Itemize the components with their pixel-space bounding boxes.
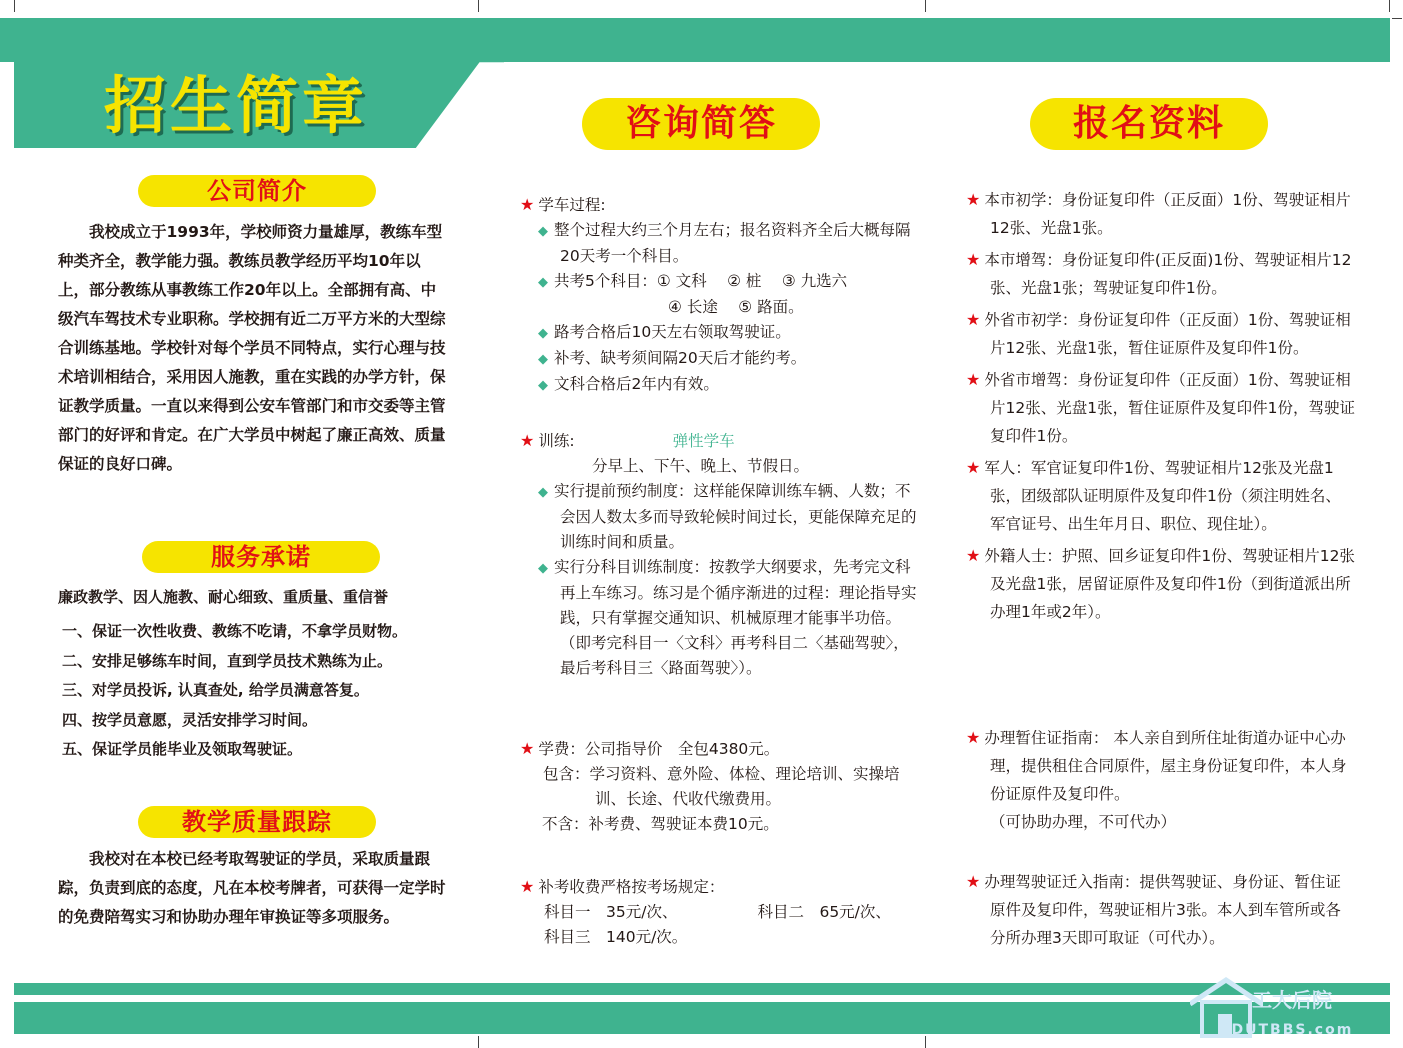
crop-mark xyxy=(1392,18,1402,19)
star-icon: ★ xyxy=(966,310,981,329)
star-icon: ★ xyxy=(520,739,535,758)
crop-mark xyxy=(14,0,15,12)
star-icon: ★ xyxy=(520,195,535,214)
fee-heading: ★ 学费：公司指导价 全包4380元。 xyxy=(520,739,780,758)
section-title-intro: 公司简介 xyxy=(138,175,376,207)
section-title-tracking: 教学质量跟踪 xyxy=(138,806,376,838)
list-item: ◆ 整个过程大约三个月左右；报名资料齐全后大概每隔20天考一个科目。 xyxy=(538,221,911,265)
retake-fees-row: 科目三 140元/次。 xyxy=(544,928,688,946)
retake-block xyxy=(520,874,920,950)
section-title-consult: 咨询简答 xyxy=(582,98,820,150)
register-item: ★ 外籍人士：护照、回乡证复印件1份、驾驶证相片12张及光盘1张，居留证原件及复印件1份（到街道派出所办理1年或2年）。 xyxy=(966,546,1355,621)
footer-band xyxy=(14,983,1390,995)
residence-guide: ★ 办理暂住证指南： 本人亲自到所住址街道办证中心办理，提供租住合同原件，屋主身份证复印件，本人身份证原件及复印件。 xyxy=(966,728,1347,803)
register-list xyxy=(966,186,1356,626)
section-title-service: 服务承诺 xyxy=(142,541,380,573)
star-icon: ★ xyxy=(966,546,981,565)
training-time: 分早上、下午、晚上、节假日。 xyxy=(592,457,810,475)
diamond-icon: ◆ xyxy=(538,485,548,500)
residence-note: （可协助办理，不可代办） xyxy=(990,813,1177,831)
diamond-icon: ◆ xyxy=(538,378,548,393)
residence-guide-block xyxy=(966,724,1356,836)
crop-mark xyxy=(478,1036,479,1048)
register-item: ★ 本市初学：身份证复印件（正反面）1份、驾驶证相片12张、光盘1张。 xyxy=(966,190,1351,237)
transfer-guide: ★ 办理驾驶证迁入指南：提供驾驶证、身份证、暂住证原件及复印件，驾驶证相片3张。本人到车管所或各分所办理3天即可取证（可代办）。 xyxy=(966,872,1341,947)
retake-heading: ★ 补考收费严格按考场规定： xyxy=(520,877,725,896)
training-block xyxy=(520,428,920,681)
footer-band xyxy=(14,1002,1390,1034)
service-list xyxy=(62,620,407,768)
intro-text-block xyxy=(58,218,450,479)
tracking-text-block xyxy=(58,845,450,932)
star-icon: ★ xyxy=(966,190,981,209)
section-title-register: 报名资料 xyxy=(1030,98,1268,150)
star-icon: ★ xyxy=(966,872,981,891)
list-item: ◆ 共考5个科目：① 文科 ② 桩 ③ 九选六 xyxy=(538,272,848,290)
diamond-icon: ◆ xyxy=(538,561,548,576)
list-item-continued: ④ 长途 ⑤ 路面。 xyxy=(668,298,804,316)
service-item: 一、保证一次性收费、教练不吃请，不拿学员财物。 xyxy=(62,622,408,640)
list-item: ◆ 补考、缺考须间隔20天后才能约考。 xyxy=(538,349,807,367)
list-item: ◆ 实行分科目训练制度：按教学大纲要求，先考完文科再上车练习。练习是个循序渐进的过程：理论指导实践，只有掌握交通知识、机械原理才能事半功倍。（即考完科目一〈文科〉再考科目二〈基础驾驶〉，最后考科目三〈路面驾驶〉）。 xyxy=(538,558,917,677)
service-item: 四、按学员意愿，灵活安排学习时间。 xyxy=(62,710,318,729)
crop-mark xyxy=(1389,0,1390,12)
star-icon: ★ xyxy=(966,728,981,747)
retake-fees-row: 科目一 35元/次、 科目二 65元/次、 xyxy=(544,903,891,921)
page-title: 招生简章 xyxy=(104,69,369,142)
intro-paragraph: 我校成立于1993年，学校师资力量雄厚，教练车型种类齐全，教学能力强。教练员教学经历平均10年以上，部分教练从事教练工作20年以上。全部拥有高、中级汽车驾技术专业职称。学校拥有近二万平方米的大型综合训练基地。学校针对每个学员不同特点，实行心理与技术培训相结合，采用因人施教，重在实践的办学方针，保证教学质量。一直以来得到公安车管部门和市交委等主管部门的好评和肯定。在广大学员中树起了廉正高效、质量保证的良好口碑。 xyxy=(58,223,446,473)
list-item: ◆ 实行提前预约制度：这样能保障训练车辆、人数；不会因人数太多而导致轮候时间过长，更能保障充足的训练时间和质量。 xyxy=(538,482,917,551)
star-icon: ★ xyxy=(966,370,981,389)
star-icon: ★ xyxy=(520,431,535,450)
diamond-icon: ◆ xyxy=(538,352,548,367)
diamond-icon: ◆ xyxy=(538,275,548,290)
diamond-icon: ◆ xyxy=(538,326,548,341)
transfer-guide-block xyxy=(966,868,1356,952)
crop-mark xyxy=(925,0,926,12)
register-item: ★ 外省市初学：身份证复印件（正反面）1份、驾驶证相片12张、光盘1张，暂住证原件及复印件1份。 xyxy=(966,310,1351,357)
fee-exclude: 不含：补考费、驾驶证本费10元。 xyxy=(542,815,779,833)
service-motto: 廉政教学、因人施教、耐心细致、重质量、重信誉 xyxy=(58,588,389,606)
register-item: ★ 军人：军官证复印件1份、驾驶证相片12张及光盘1张，团级部队证明原件及复印件1份（须注明姓名、军官证号、出生年月日、职位、现住址）。 xyxy=(966,458,1341,533)
tracking-paragraph: 我校对在本校已经考取驾驶证的学员，采取质量跟踪，负责到底的态度，凡在本校考牌者，可获得一定学时的免费陪驾实习和协助办理年审换证等多项服务。 xyxy=(58,850,446,926)
diamond-icon: ◆ xyxy=(538,224,548,239)
training-heading: ★ 训练: 弹性学车 xyxy=(520,431,735,450)
watermark-text: 工大后院 xyxy=(1252,988,1332,1012)
list-item: ◆ 路考合格后10天左右领取驾驶证。 xyxy=(538,323,791,341)
star-icon: ★ xyxy=(966,458,981,477)
process-block xyxy=(520,192,920,398)
service-item: 二、安排足够练车时间，直到学员技术熟练为止。 xyxy=(62,651,393,670)
star-icon: ★ xyxy=(966,250,981,269)
crop-mark xyxy=(478,0,479,12)
flex-learning-label: 弹性学车 xyxy=(672,432,735,450)
fee-block xyxy=(520,736,920,837)
register-item: ★ 外省市增驾：身份证复印件（正反面）1份、驾驶证相片12张、光盘1张，暂住证原件及复印件1份，驾驶证复印件1份。 xyxy=(966,370,1355,445)
service-item: 三、对学员投诉, 认真查处, 给学员满意答复。 xyxy=(62,681,369,699)
watermark-subtext: GDUTBBS.com xyxy=(1218,1022,1354,1038)
fee-include: 包含：学习资料、意外险、体检、理论培训、实操培训、长途、代收代缴费用。 xyxy=(543,765,900,808)
list-item: ◆ 文科合格后2年内有效。 xyxy=(538,375,719,393)
service-item: 五、保证学员能毕业及领取驾驶证。 xyxy=(62,740,303,758)
crop-mark xyxy=(925,1036,926,1048)
star-icon: ★ xyxy=(520,877,535,896)
process-heading: ★ 学车过程: xyxy=(520,195,606,214)
register-item: ★ 本市增驾：身份证复印件(正反面)1份、驾驶证相片12张、光盘1张；驾驶证复印件1份。 xyxy=(966,250,1352,297)
